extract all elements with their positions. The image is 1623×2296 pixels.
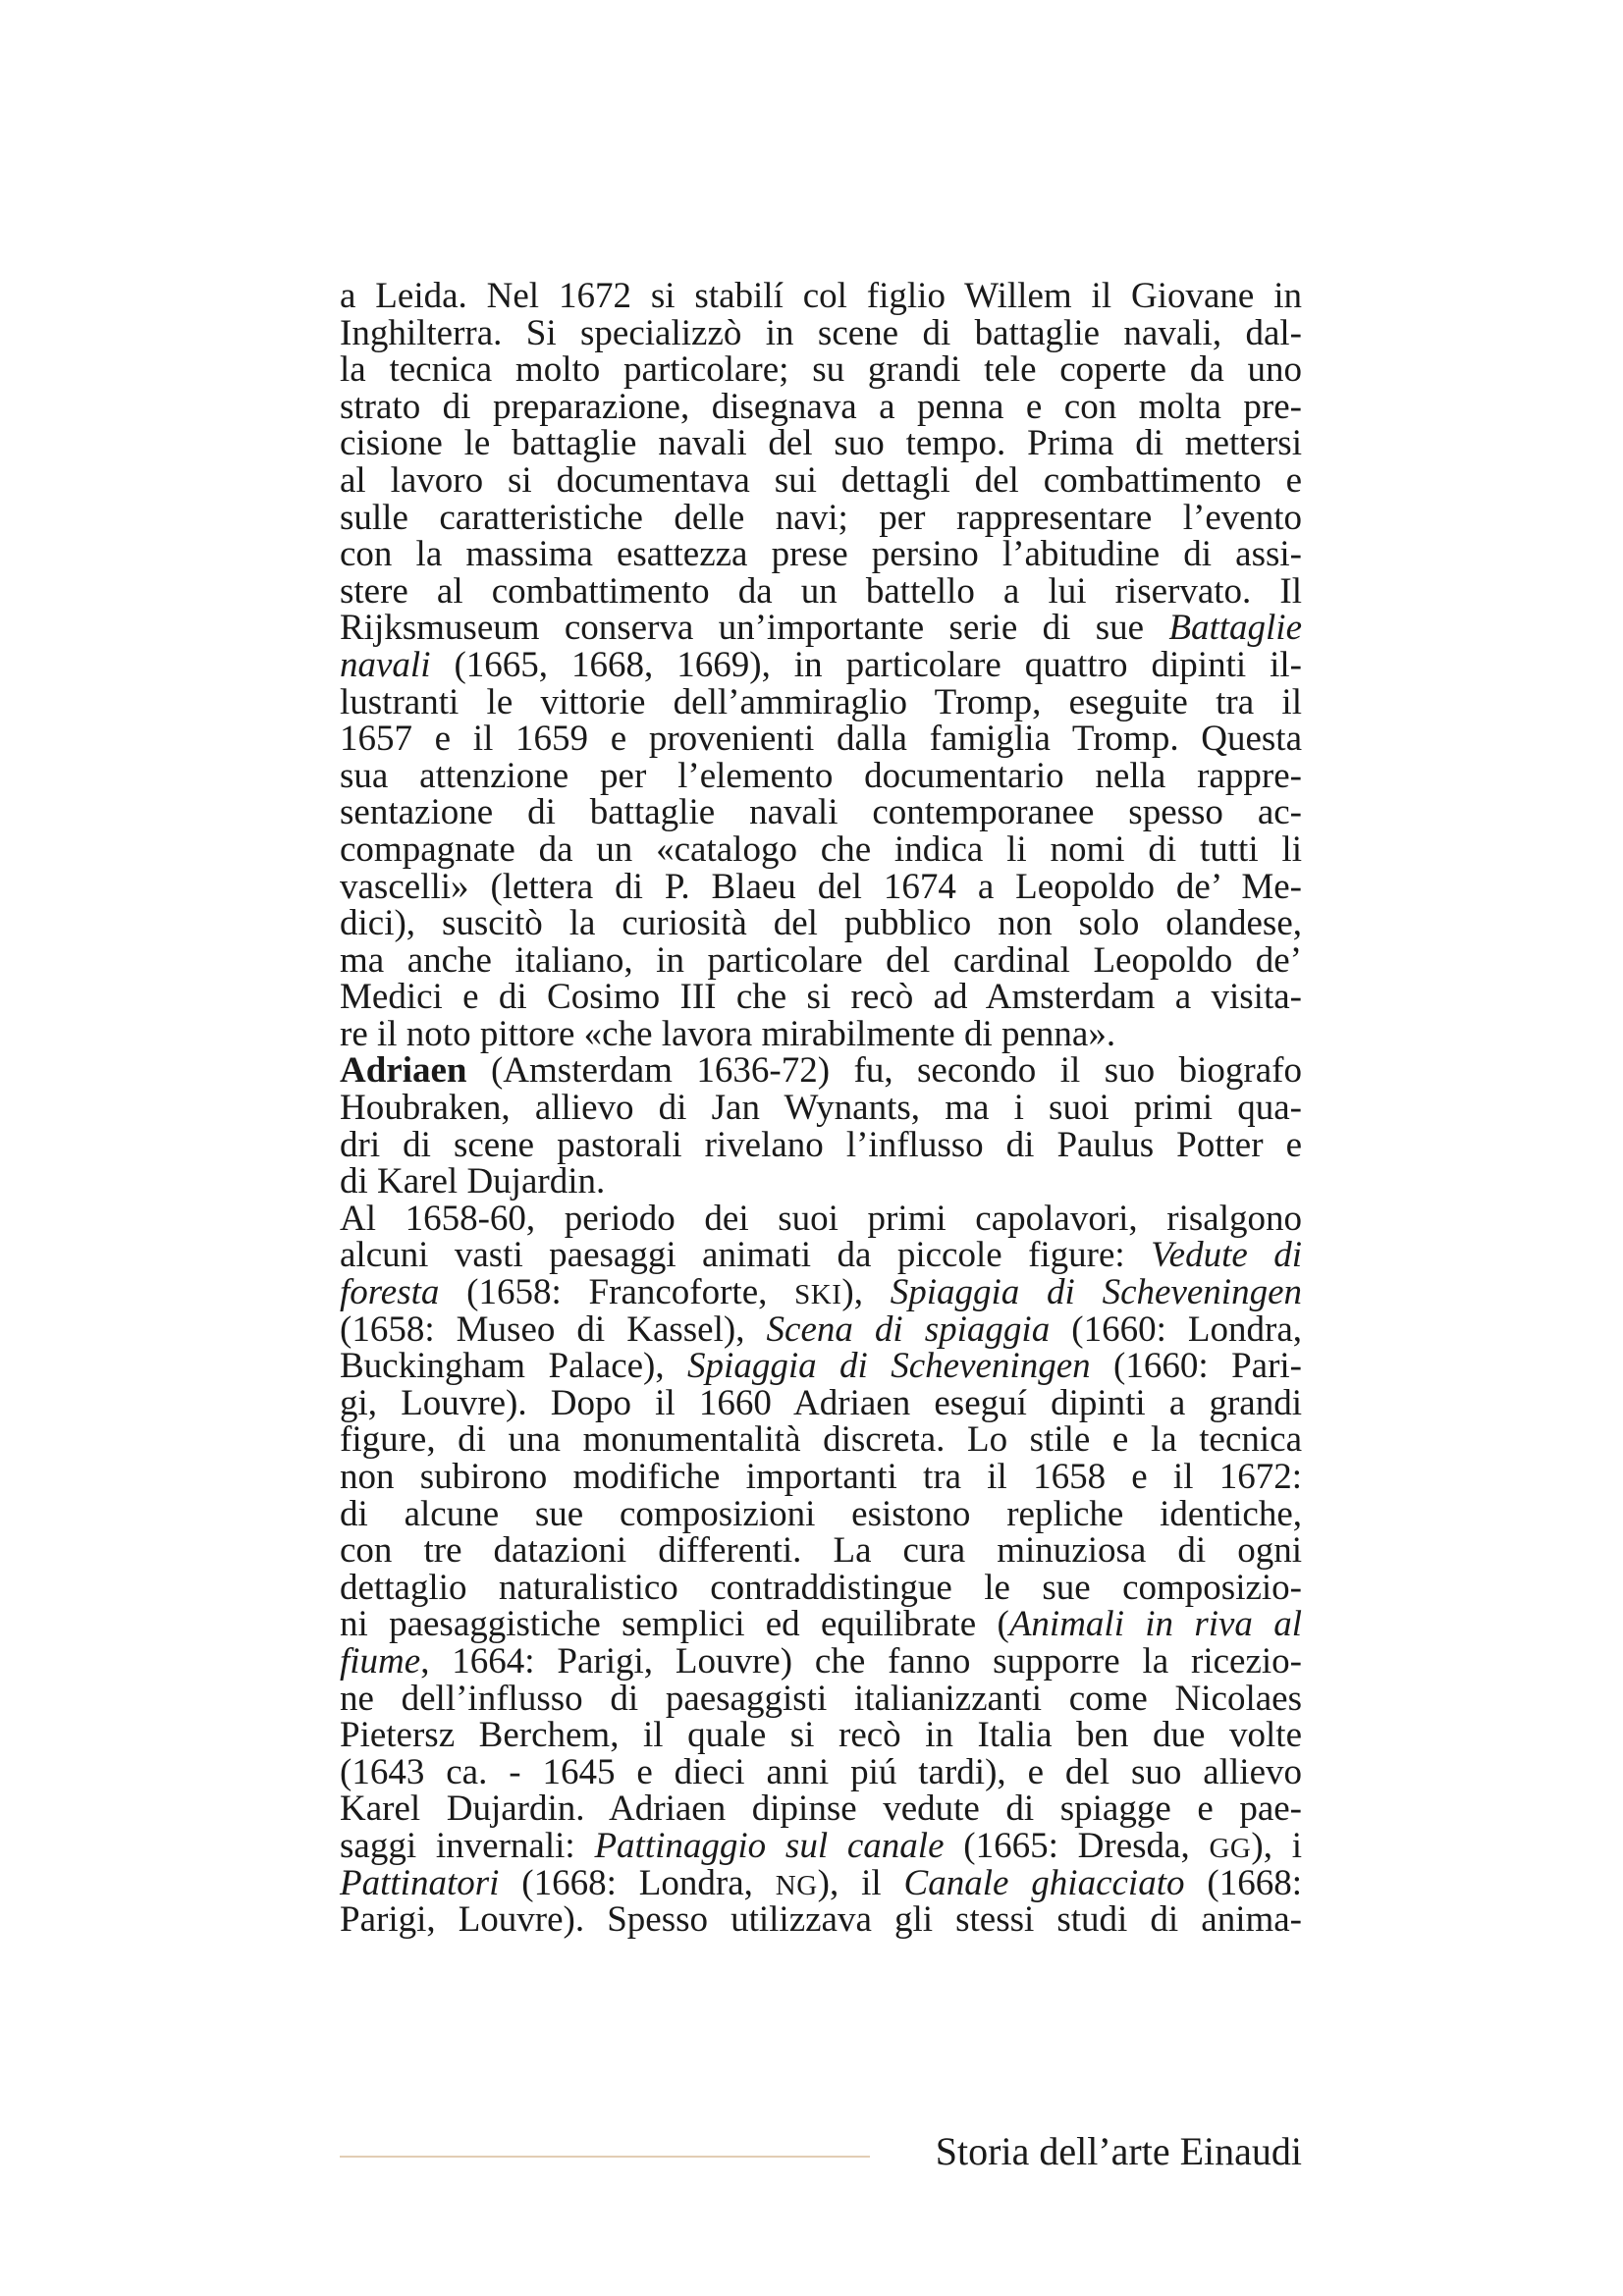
text-run: ), xyxy=(841,1272,891,1313)
work-title: Scena di spiaggia xyxy=(766,1308,1051,1350)
text-run: alcuni vasti paesaggi animati da piccole figure: xyxy=(340,1235,1152,1276)
text-line: a Leida. Nel 1672 si stabilí col figlio Willem il Giovane in xyxy=(340,276,1302,316)
text-line: strato di preparazione, disegnava a penna e con molta pre- xyxy=(340,386,1302,427)
text-run: (1665: Dresda, xyxy=(944,1825,1210,1866)
text-run: saggi invernali: xyxy=(340,1825,595,1866)
text-line: vascelli» (lettera di P. Blaeu del 1674 a Leopoldo de’ Me- xyxy=(340,866,1302,907)
text-run: (1660: Pari- xyxy=(1090,1346,1302,1387)
abbreviation: SKI xyxy=(794,1279,842,1311)
text-line xyxy=(340,610,1302,647)
text-line xyxy=(340,1348,1302,1385)
text-line: la tecnica molto particolare; su grandi tele coperte da uno xyxy=(340,349,1302,391)
text-line: con la massima esattezza prese persino l’abitudine di assi- xyxy=(340,534,1302,575)
work-title: Pattinaggio sul canale xyxy=(594,1825,945,1866)
text-line: 1657 e il 1659 e provenienti dalla famiglia Tromp. Questa xyxy=(340,719,1302,760)
text-line: figure, di una monumentalità discreta. Lo stile e la tecnica xyxy=(340,1419,1302,1461)
text-line: compagnate da un «catalogo che indica li nomi di tutti li xyxy=(340,828,1302,870)
text-line: di Karel Dujardin. xyxy=(340,1161,606,1202)
text-line xyxy=(340,1052,1302,1090)
text-run: Rijksmuseum conserva un’importante serie di sue xyxy=(340,608,1169,649)
text-line: ne dell’influsso di paesaggisti italianizzanti come Nicolaes xyxy=(340,1678,1302,1719)
text-line: re il noto pittore «che lavora mirabilmente di penna». xyxy=(340,1013,1116,1054)
work-title: Battaglie xyxy=(1168,608,1302,649)
text-line: non subirono modifiche importanti tra il 1658 e il 1672: xyxy=(340,1457,1302,1497)
text-run: Buckingham Palace), xyxy=(340,1346,688,1387)
paragraph-willem xyxy=(340,278,1302,1052)
body-text xyxy=(340,278,1302,1939)
text-run: (1658: Francoforte, xyxy=(439,1272,795,1313)
abbreviation: NG xyxy=(775,1869,818,1901)
work-title: Spiaggia di Scheveningen xyxy=(687,1346,1091,1387)
work-title: Canale ghiacciato xyxy=(903,1862,1185,1903)
text-line: di alcune sue composizioni esistono repliche identiche, xyxy=(340,1493,1302,1534)
text-run: (1665, 1668, 1669), in particolare quattro dipinti il- xyxy=(430,644,1302,685)
text-line xyxy=(340,644,1302,685)
work-title: foresta xyxy=(340,1272,440,1313)
paragraph-works xyxy=(340,1198,1303,1941)
text-line: stere al combattimento da un battello a lui riservato. Il xyxy=(340,570,1302,612)
artist-name: Adriaen xyxy=(340,1050,467,1092)
text-run: (Amsterdam 1636-72) fu, secondo il suo biografo xyxy=(466,1050,1302,1092)
text-line: sentazione di battaglie navali contemporanee spesso ac- xyxy=(340,792,1302,833)
work-title: Spiaggia di Scheveningen xyxy=(890,1272,1302,1313)
text-line xyxy=(340,1237,1302,1274)
footer-divider xyxy=(340,2156,870,2158)
text-line: Medici e di Cosimo III che si recò ad Amsterdam a visita- xyxy=(340,977,1302,1018)
text-run: , 1664: Parigi, Louvre) che fanno supporre la ricezio- xyxy=(420,1640,1302,1682)
text-line: Parigi, Louvre). Spesso utilizzava gli stessi studi di anima- xyxy=(340,1899,1302,1941)
text-line xyxy=(340,1308,1302,1350)
text-run: (1668: Londra, xyxy=(499,1862,776,1903)
work-title: Animali in riva al xyxy=(1008,1604,1303,1645)
text-run: (1668: xyxy=(1184,1862,1302,1903)
text-line xyxy=(340,1825,1302,1866)
work-title: Vedute di xyxy=(1151,1235,1302,1276)
text-run: (1660: Londra, xyxy=(1050,1308,1302,1350)
text-line xyxy=(340,1862,1302,1903)
text-line: cisione le battaglie navali del suo tempo. Prima di mettersi xyxy=(340,423,1302,464)
text-line xyxy=(340,1606,1302,1643)
footer-title: Storia dell’arte Einaudi xyxy=(935,2129,1302,2173)
text-line: ma anche italiano, in particolare del cardinal Leopoldo de’ xyxy=(340,939,1302,981)
text-line: Al 1658-60, periodo dei suoi primi capolavori, risalgono xyxy=(340,1198,1302,1239)
text-line: dettaglio naturalistico contraddistingue le sue composizio- xyxy=(340,1567,1302,1608)
text-line: gi, Louvre). Dopo il 1660 Adriaen eseguí dipinti a grandi xyxy=(340,1382,1302,1423)
work-title: Pattinatori xyxy=(340,1862,500,1903)
text-line xyxy=(340,1274,1302,1311)
work-title: fiume xyxy=(340,1640,421,1682)
text-run: ), i xyxy=(1251,1825,1302,1866)
abbreviation: GG xyxy=(1209,1832,1252,1864)
text-run: ), il xyxy=(817,1862,904,1903)
text-line xyxy=(340,1640,1302,1682)
text-line: sulle caratteristiche delle navi; per rappresentare l’evento xyxy=(340,497,1302,538)
text-line: Inghilterra. Si specializzò in scene di battaglie navali, dal- xyxy=(340,312,1302,353)
text-line: Pietersz Berchem, il quale si recò in Italia ben due volte xyxy=(340,1715,1302,1756)
text-line: lustranti le vittorie dell’ammiraglio Tromp, eseguite tra il xyxy=(340,681,1302,722)
text-line: al lavoro si documentava sui dettagli del combattimento e xyxy=(340,459,1302,501)
work-title: navali xyxy=(340,644,431,685)
text-run: ni paesaggistiche semplici ed equilibrate ( xyxy=(340,1604,1009,1645)
text-line: dici), suscitò la curiosità del pubblico non solo olandese, xyxy=(340,903,1302,944)
text-run: (1658: Museo di Kassel), xyxy=(340,1308,767,1350)
text-line: dri di scene pastorali rivelano l’influsso di Paulus Potter e xyxy=(340,1124,1302,1165)
text-line: sua attenzione per l’elemento documentario nella rappre- xyxy=(340,755,1302,796)
text-line: Houbraken, allievo di Jan Wynants, ma i suoi primi qua- xyxy=(340,1088,1302,1129)
text-line: con tre datazioni differenti. La cura minuziosa di ogni xyxy=(340,1530,1302,1572)
text-line: (1643 ca. - 1645 e dieci anni piú tardi), e del suo allievo xyxy=(340,1751,1302,1792)
text-line: Karel Dujardin. Adriaen dipinse vedute di spiagge e pae- xyxy=(340,1789,1302,1830)
paragraph-adriaen xyxy=(340,1052,1302,1200)
